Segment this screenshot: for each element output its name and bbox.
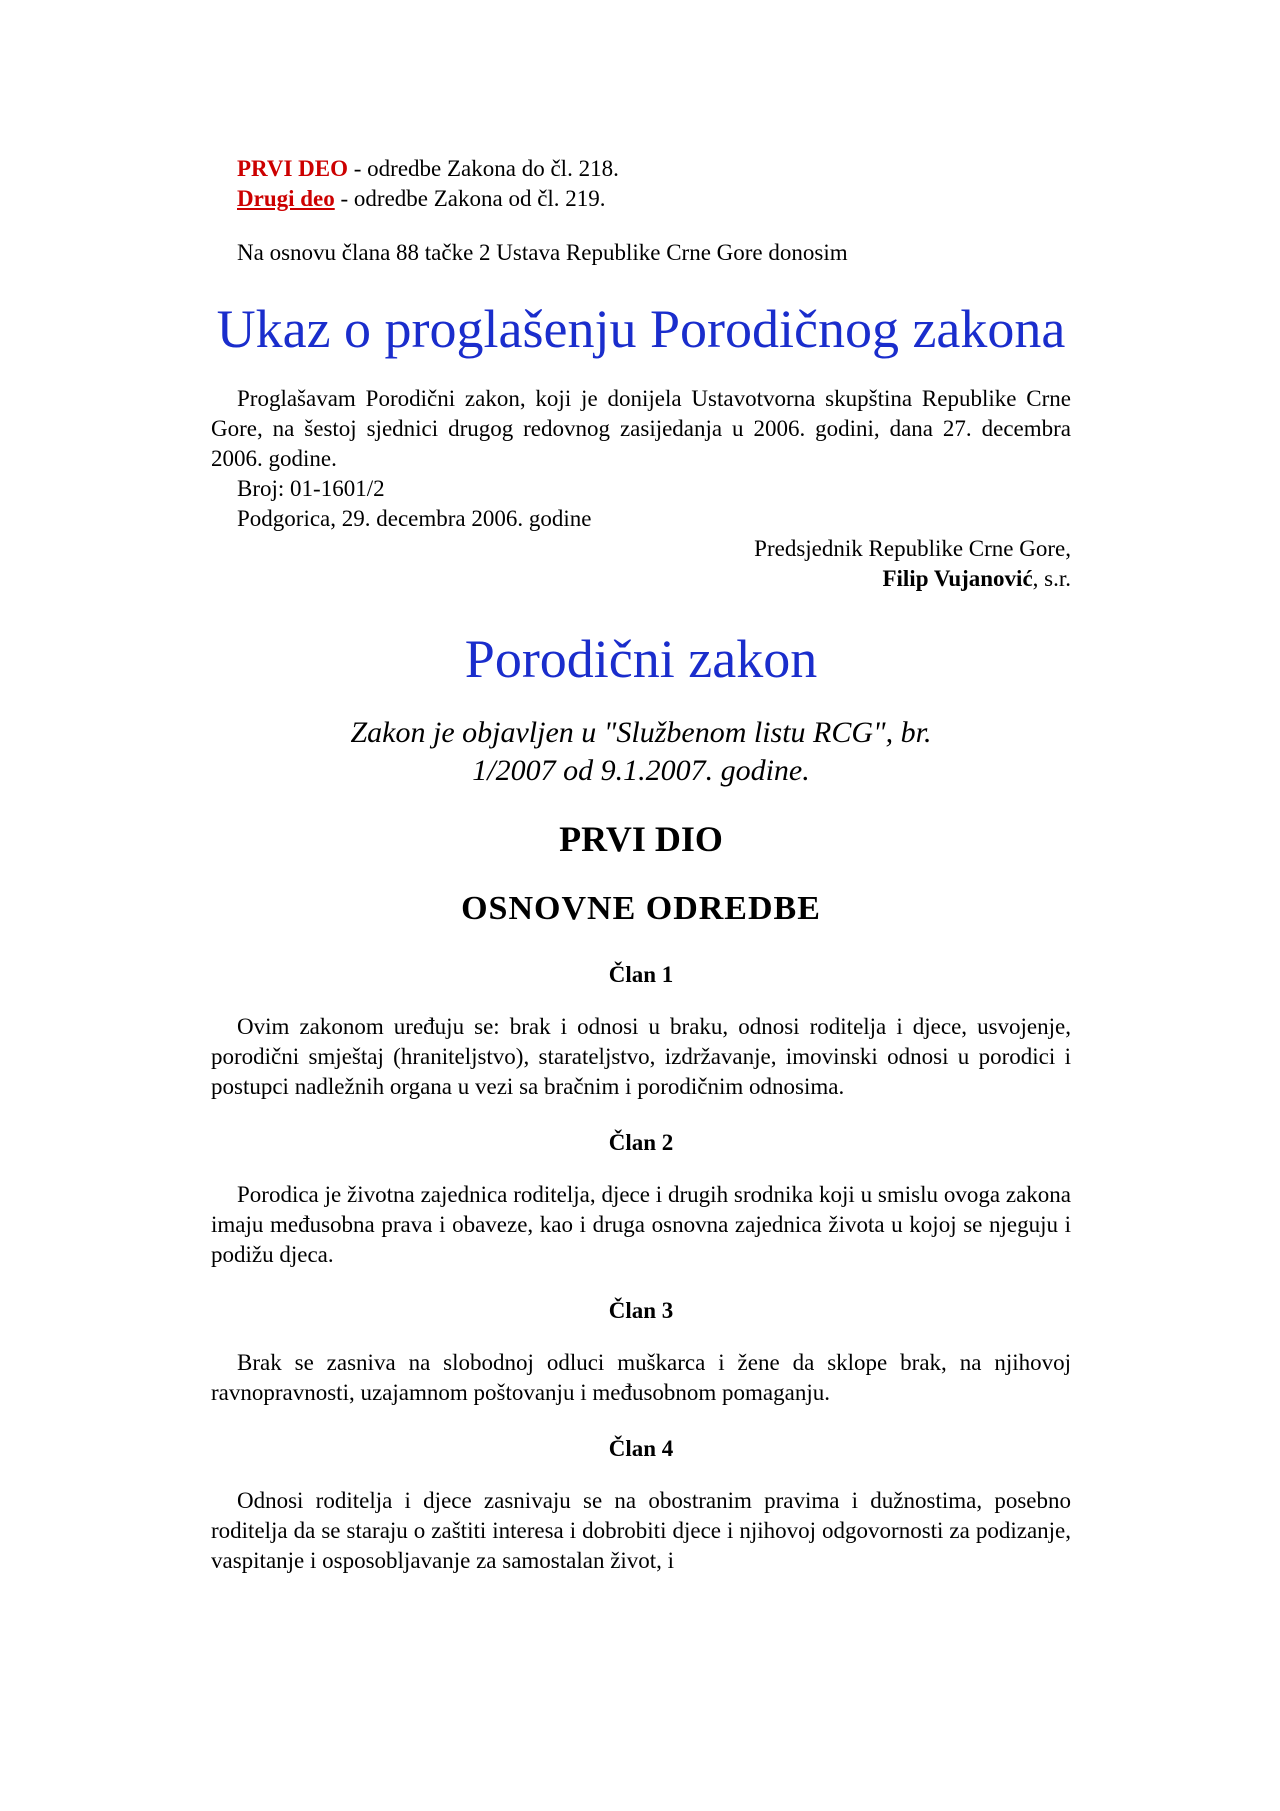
zakon-title: Porodični zakon: [464, 629, 818, 689]
signer-title: Predsjednik Republike Crne Gore,: [754, 536, 1071, 561]
article-1: [211, 962, 1071, 1102]
ukaz-title: Ukaz o proglašenju Porodičnog zakona: [216, 299, 1066, 359]
part-one-link-line: [211, 154, 1071, 184]
article-text: Porodica je životna zajednica roditelja, djece i drugih srodnika koji u smislu ovoga zakona imaju međusobna prava i obaveze, kao i druga osnovna zajednica života u kojoj se njeguju i podižu djeca.: [211, 1181, 1071, 1267]
signer-suffix: , s.r.: [1032, 566, 1071, 591]
drugi-deo-text: - odredbe Zakona od čl. 219.: [334, 186, 606, 211]
part-title: PRVI DIO: [559, 819, 723, 859]
ukaz-body: Proglašavam Porodični zakon, koji je donijela Ustavotvorna skupština Republike Crne Gore, na šestoj sjednici drugog redovnog zasijedanja u 2006. godini, dana 27. decembra 2006. godine.: [211, 386, 1071, 471]
publication-note-line2: 1/2007 od 9.1.2007. godine.: [472, 754, 810, 787]
article-title: Član 4: [608, 1435, 674, 1461]
article-4: [211, 1436, 1071, 1576]
publication-note-line1: Zakon je objavljen u "Službenom listu RCG", br.: [350, 716, 932, 749]
drugi-deo-link[interactable]: Drugi deo: [237, 186, 335, 211]
article-2: [211, 1130, 1071, 1270]
part-two-link-line: [211, 184, 1071, 214]
signer-line: [211, 564, 1071, 594]
ukaz-broj: Broj: 01-1601/2: [237, 476, 385, 501]
article-text: Odnosi roditelja i djece zasnivaju se na obostranim pravima i dužnostima, posebno roditelja da se staraju o zaštiti interesa i dobrobiti djece i njihovoj odgovornosti za podizanje, vaspitanje i osposobljavanje za samostalan život, i: [211, 1487, 1071, 1573]
ukaz-place-date: Podgorica, 29. decembra 2006. godine: [237, 506, 592, 531]
signer-name: Filip Vujanović: [882, 566, 1033, 591]
article-text: Ovim zakonom uređuju se: brak i odnosi u braku, odnosi roditelja i djece, usvojenje, porodični smještaj (hraniteljstvo), starateljstvo, izdržavanje, imovinski odnosi u porodici i postupci nadležnih organa u vezi sa bračnim i porodičnim odnosima.: [211, 1013, 1071, 1099]
article-title: Član 2: [608, 1129, 674, 1155]
prvi-deo-text: - odredbe Zakona do čl. 218.: [348, 156, 619, 181]
article-title: Član 3: [608, 1297, 674, 1323]
document-content: [211, 154, 1071, 1576]
section-title: OSNOVNE ODREDBE: [461, 889, 821, 927]
article-3: [211, 1298, 1071, 1408]
article-text: Brak se zasniva na slobodnoj odluci muškarca i žene da sklope brak, na njihovoj ravnopravnosti, uzajamnom poštovanju i međusobnom pomaganju.: [211, 1349, 1071, 1405]
article-title: Član 1: [608, 961, 674, 987]
prvi-deo-label: PRVI DEO: [237, 156, 349, 181]
intro-text: Na osnovu člana 88 tačke 2 Ustava Republike Crne Gore donosim: [237, 240, 848, 265]
